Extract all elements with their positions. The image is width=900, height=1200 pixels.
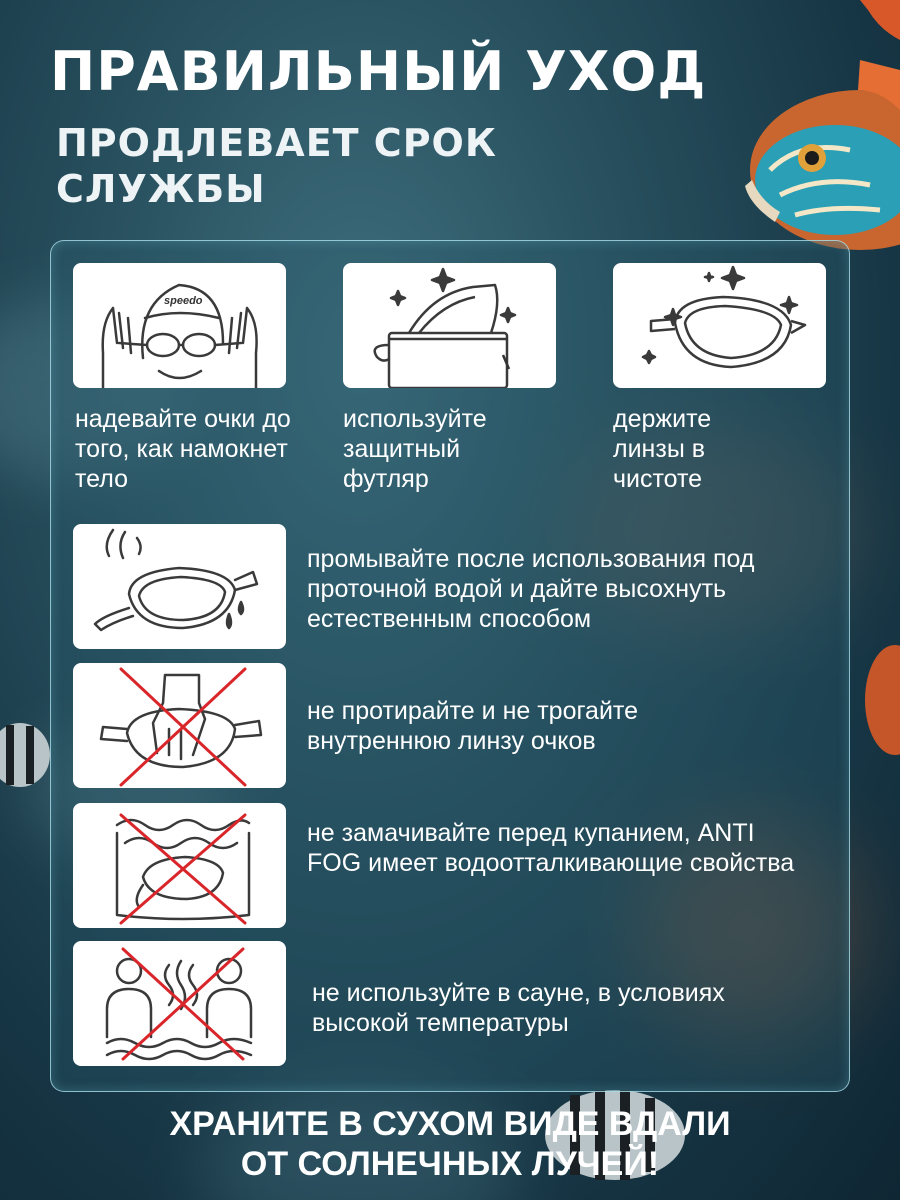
tip-label-rinse: промывайте после использования под проточной водой и дайте высохнуть естественным способом: [307, 545, 755, 633]
storage-instruction-line2: ОТ СОЛНЕЧНЫХ ЛУЧЕЙ!: [240, 1145, 660, 1183]
tropical-fish-illustration: [740, 0, 900, 270]
striped-fish-left-illustration: [0, 720, 50, 790]
rinse-water-icon: [73, 524, 286, 649]
no-soak-icon: [73, 803, 286, 928]
storage-instruction-line1: ХРАНИТЕ В СУХОМ ВИДЕ ВДАЛИ: [169, 1105, 731, 1143]
no-sauna-icon: [73, 941, 286, 1066]
tip-label-no-soak: не замачивайте перед купанием, ANTI FOG имеет водоотталкивающие свойства: [307, 819, 795, 877]
tip-label-clean-lens: держите линзы в чистоте: [613, 405, 712, 493]
clean-lens-icon: [613, 263, 826, 388]
orange-fish-illustration: [850, 640, 900, 760]
tip-label-no-touch: не протирайте и не трогайте внутреннюю линзу очков: [307, 697, 638, 755]
storage-instruction: [0, 1104, 900, 1184]
no-touch-lens-icon: [73, 663, 286, 788]
page-title: ПРАВИЛЬНЫЙ УХОД: [50, 40, 707, 103]
tip-label-no-sauna: не используйте в сауне, в условиях высокой температуры: [312, 979, 725, 1037]
goggles-on-head-icon: [73, 263, 286, 388]
speedo-brand-mark: speedo: [164, 295, 203, 307]
page-subtitle: ПРОДЛЕВАЕТ СРОК СЛУЖБЫ: [56, 121, 497, 211]
tip-label-goggles-on-head: надевайте очки до того, как намокнет тело: [75, 405, 291, 493]
tip-label-protective-case: используйте защитный футляр: [343, 405, 487, 493]
protective-case-icon: [343, 263, 556, 388]
